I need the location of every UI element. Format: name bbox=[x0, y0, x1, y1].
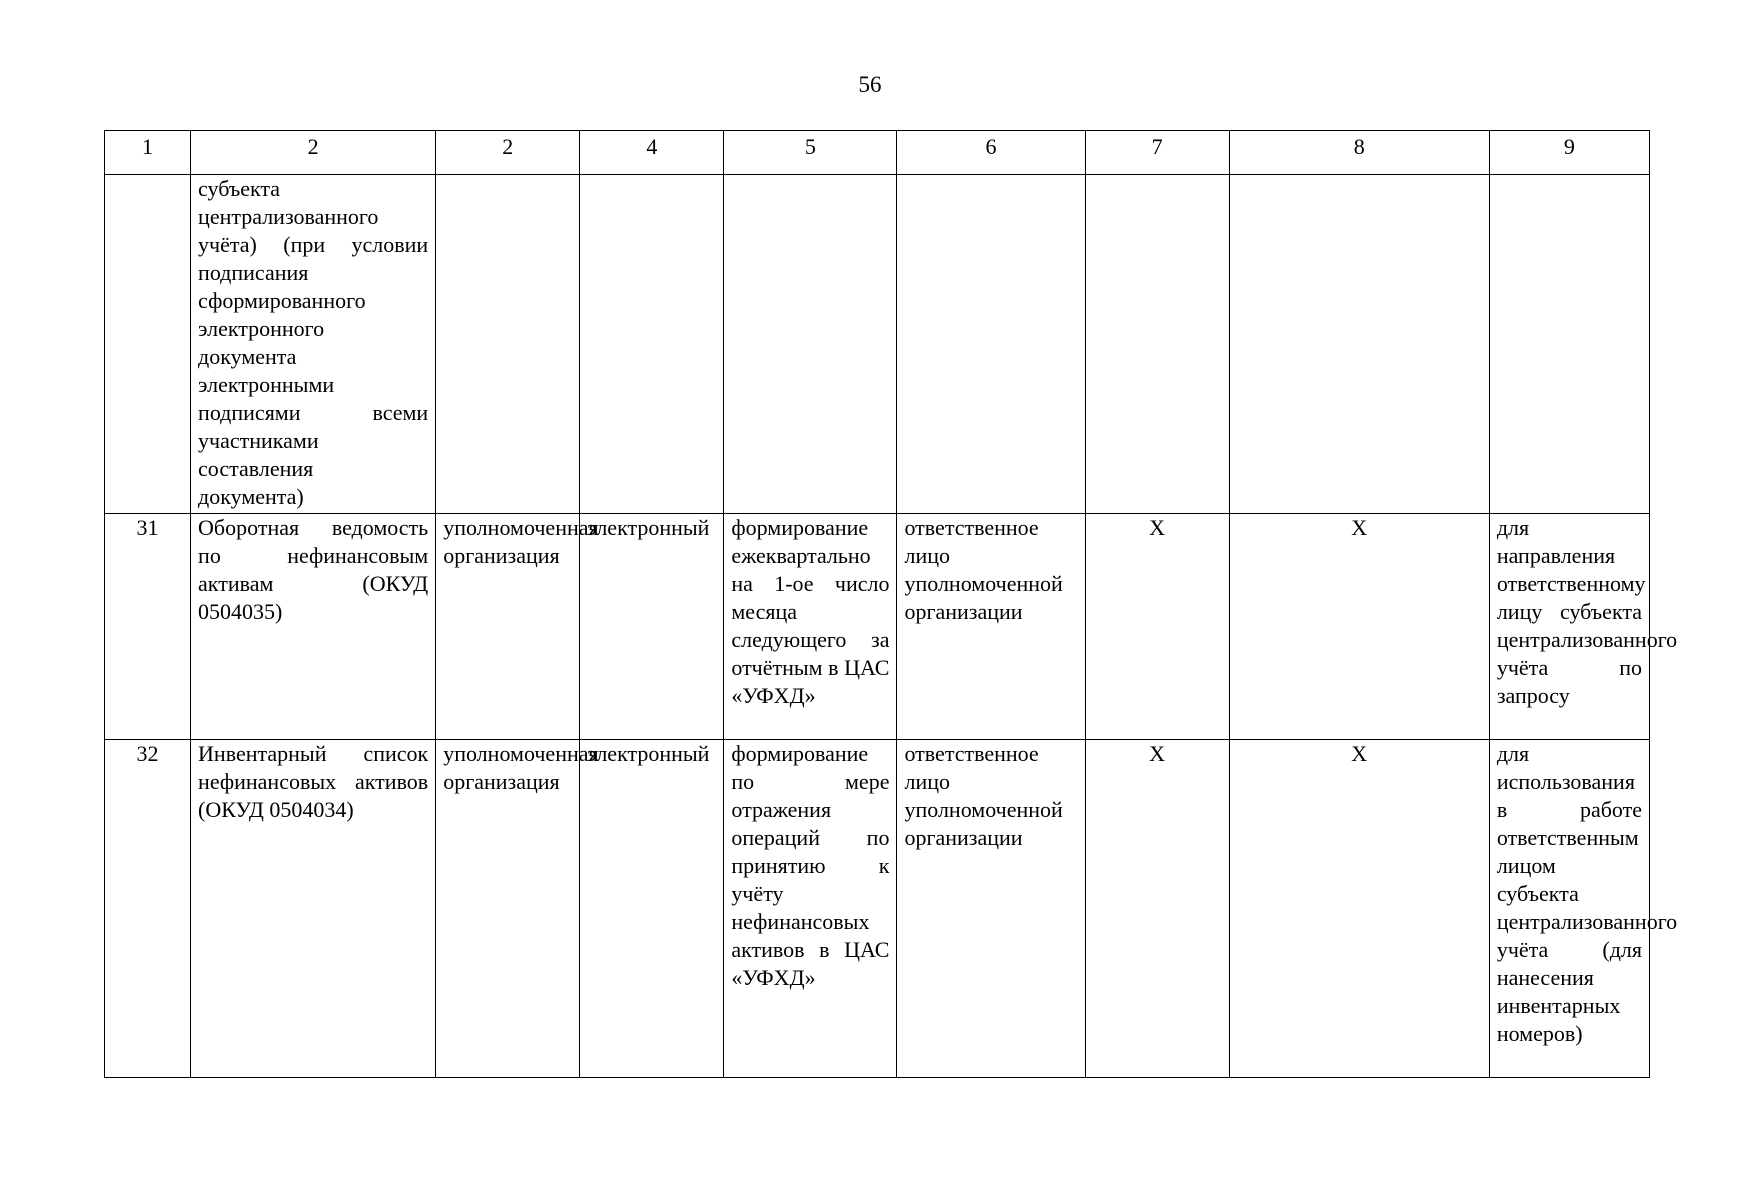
header-cell: 2 bbox=[436, 131, 580, 175]
table-row bbox=[105, 740, 1650, 1078]
header-cell: 6 bbox=[897, 131, 1085, 175]
person-cell: ответственное лицо уполномоченной организации bbox=[897, 740, 1085, 1078]
row-number: 32 bbox=[105, 740, 191, 1078]
header-row bbox=[105, 131, 1650, 175]
table-cell bbox=[897, 175, 1085, 514]
document-name: Оборотная ведомость по нефинансовым активам (ОКУД 0504035) bbox=[191, 514, 436, 740]
text-line: учёта) (при условии bbox=[198, 232, 429, 257]
table-cell bbox=[105, 175, 191, 514]
text-line: подписания bbox=[198, 260, 309, 285]
page-number: 56 bbox=[858, 72, 882, 97]
text-line: документа bbox=[198, 344, 297, 369]
continuation-text-cell bbox=[191, 175, 436, 514]
table-cell bbox=[1229, 175, 1489, 514]
text-line: участниками bbox=[198, 428, 319, 453]
timing-cell: формирование ежеквартально на 1-ое число месяца следующего за отчётным в ЦАС «УФХД» bbox=[724, 514, 897, 740]
col8-cell: X bbox=[1229, 740, 1489, 1078]
table-cell bbox=[1489, 175, 1649, 514]
form-cell: электронный bbox=[580, 514, 724, 740]
col8-cell: X bbox=[1229, 514, 1489, 740]
document-name: Инвентарный список нефинансовых активов (ОКУД 0504034) bbox=[191, 740, 436, 1078]
table-cell bbox=[436, 175, 580, 514]
purpose-cell: для использования в работе ответственным лицом субъекта централизованного учёта (для нанесения инвентарных номеров) bbox=[1489, 740, 1649, 1078]
continuation-row bbox=[105, 175, 1650, 514]
header-cell: 8 bbox=[1229, 131, 1489, 175]
header-cell: 9 bbox=[1489, 131, 1649, 175]
row-number: 31 bbox=[105, 514, 191, 740]
timing-cell: формирование по мере отражения операций по принятию к учёту нефинансовых активов в ЦАС «УФХД» bbox=[724, 740, 897, 1078]
person-cell: ответственное лицо уполномоченной организации bbox=[897, 514, 1085, 740]
table-cell bbox=[1085, 175, 1229, 514]
responsible-cell: уполномоченная организация bbox=[436, 514, 580, 740]
table-cell bbox=[724, 175, 897, 514]
header-cell: 7 bbox=[1085, 131, 1229, 175]
header-cell: 1 bbox=[105, 131, 191, 175]
text-line: сформированного bbox=[198, 288, 366, 313]
text-line: электронного bbox=[198, 316, 325, 341]
col7-cell: X bbox=[1085, 740, 1229, 1078]
header-cell: 5 bbox=[724, 131, 897, 175]
table-row bbox=[105, 514, 1650, 740]
table-cell bbox=[580, 175, 724, 514]
text-line: субъекта bbox=[198, 176, 281, 201]
text-line: централизованного bbox=[198, 204, 379, 229]
purpose-cell: для направления ответственному лицу субъекта централизованного учёта по запросу bbox=[1489, 514, 1649, 740]
text-line: составления bbox=[198, 456, 314, 481]
document-table bbox=[104, 130, 1678, 1078]
responsible-cell: уполномоченная организация bbox=[436, 740, 580, 1078]
text-line: электронными bbox=[198, 372, 335, 397]
header-cell: 2 bbox=[191, 131, 436, 175]
form-cell: электронный bbox=[580, 740, 724, 1078]
text-line: документа) bbox=[198, 484, 304, 509]
header-cell: 4 bbox=[580, 131, 724, 175]
text-line: подписями всеми bbox=[198, 400, 429, 425]
col7-cell: X bbox=[1085, 514, 1229, 740]
